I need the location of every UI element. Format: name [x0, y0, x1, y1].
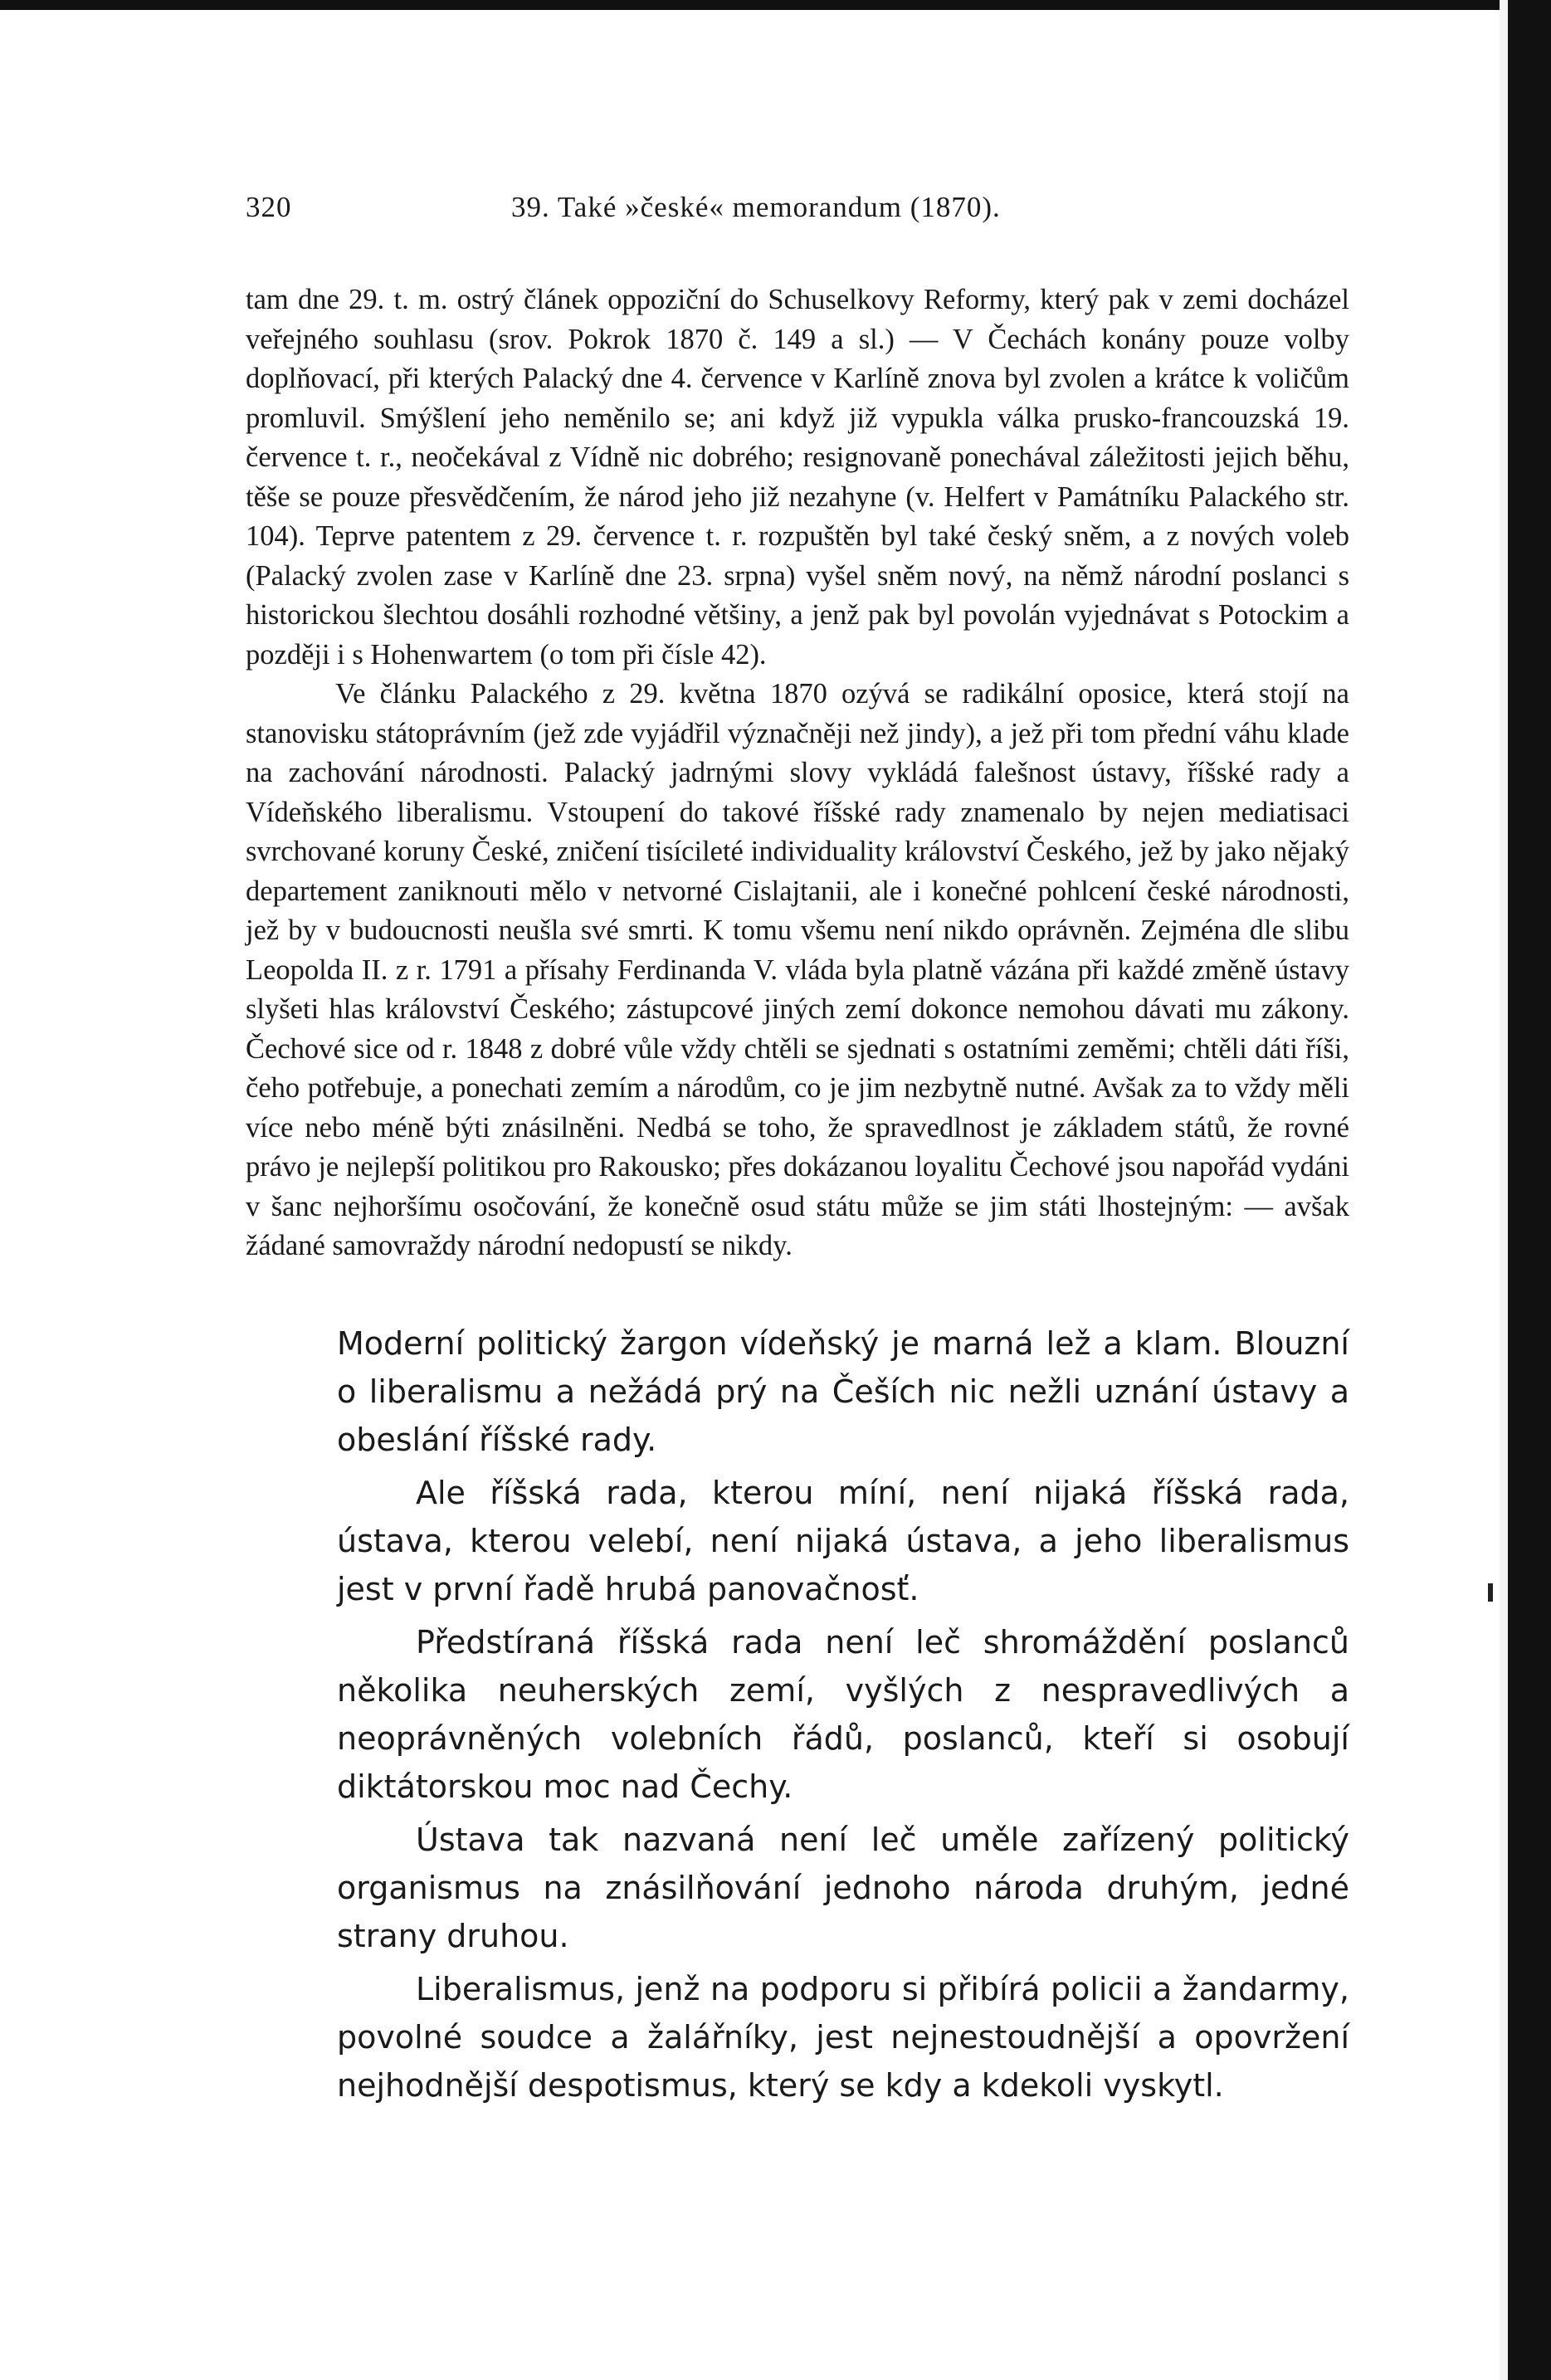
page: [246, 191, 1349, 2114]
scan-border-top: [0, 0, 1551, 10]
paragraph: tam dne 29. t. m. ostrý článek oppoziční do Schuselkovy Reformy, který pak v zemi docházel veřejného souhlasu (srov. Pokrok 1870 č. 149 a sl.) — V Čechách konány pouze volby doplňovací, při kterých Palacký dne 4. července v Karlíně znova byl zvolen a krátce k voličům promluvil. Smýšlení jeho neměnilo se; ani když již vypukla válka prusko-francouzská 19. července t. r., neočekával z Vídně nic dobrého; resignovaně ponechával záležitosti jejich běhu, těše se pouze přesvědčením, že národ jeho již nezahyne (v. Helfert v Památníku Palackého str. 104). Teprve patentem z 29. července t. r. rozpuštěn byl také český sněm, a z nových voleb (Palacký zvolen zase v Karlíně dne 23. srpna) vyšel sněm nový, na němž národní poslanci s historickou šlechtou dosáhli rozhodné většiny, a jenž pak byl povolán vyjednávat s Potockim a později i s Hohenwartem (o tom při čísle 42).: [246, 284, 1349, 671]
commentary-text: [246, 280, 1349, 1266]
excerpt-paragraph: Moderní politický žargon vídeňský je marná lež a klam. Blouzní o liberalismu a nežádá prý na Češích nic nežli uznání ústavy a obeslání říšské rady.: [337, 1324, 1349, 1458]
excerpt-paragraph-text: Ústava tak nazvaná není leč uměle zařízený politický organismus na znásilňování jednoho národa druhým, jedné strany druhou.: [337, 1821, 1349, 1954]
excerpt-paragraph: [337, 1965, 1349, 2109]
excerpt-paragraph-text: Předstíraná říšská rada není leč shromáždění poslanců několika neuherských zemí, vyšlých z nespravedlivých a neoprávněných volebních řádů, poslanců, kteří si osobují diktátorskou moc nad Čechy.: [337, 1623, 1349, 1805]
excerpt-paragraph: [337, 1816, 1349, 1960]
excerpt-paragraph: [337, 1469, 1349, 1613]
page-number: 320: [246, 191, 292, 223]
paragraph: Ve článku Palackého z 29. května 1870 ozývá se radikální oposice, která stojí na stanovisku státoprávním (jež zde vyjádřil význačněji než jindy), a jež při tom přední váhu klade na zachování národnosti. Palacký jadrnými slovy vykládá falešnost ústavy, říšské rady a Vídeňského liberalismu. Vstoupení do takové říšské rady znamenalo by nejen mediatisaci svrchované koruny České, zničení tisícileté individuality království Českého, jež by jako nějaký departement zaniknouti mělo v netvorné Cislajtanii, ale i konečné pohlcení české národnosti, jež by v budoucnosti neušla své smrti. K tomu všemu není nikdo oprávněn. Zejména dle slibu Leopolda II. z r. 1791 a přísahy Ferdinanda V. vláda byla platně vázána při každé změně ústavy slyšeti hlas království Českého; zástupcové jiných zemí dokonce nemohou dávati mu zákony. Čechové sice od r. 1848 z dobré vůle vždy chtěli se sjednati s ostatními zeměmi; chtěli dáti říši, čeho potřebuje, a ponechati zemím a národům, co je jim nezbytně nutné. Avšak za to vždy měli více nebo méně býti znásilněni. Nedbá se toho, že spravedlnost je základem států, že rovné právo je nejlepší politikou pro Rakousko; přes dokázanou loyalitu Čechové jsou napořád vydáni v šanc nejhoršímu osočování, že konečně osud státu může se jim státi lhostejným: — avšak žádané samovraždy národní nedopustí se nikdy.: [246, 678, 1349, 1261]
excerpt-paragraph-text: Ale říšská rada, kterou míní, není nijaká říšská rada, ústava, kterou velebí, není nijaká ústava, a jeho liberalismus jest v první řadě hrubá panovačnosť.: [337, 1474, 1349, 1607]
scan-border-right: [1508, 0, 1551, 2380]
scan-edge-mark: [1488, 1583, 1493, 1602]
running-header: [246, 191, 1349, 241]
chapter-title: 39. Také »české« memorandum (1870).: [511, 191, 1001, 223]
scan-border-gap: [1500, 0, 1508, 2380]
excerpt-paragraph-text: Liberalismus, jenž na podporu si přibírá policii a žandarmy, povolné soudce a žalářníky, jest nejnestoudnější a opovržení nejhodnější despotismus, který se kdy a kdekoli vyskytl.: [337, 1970, 1349, 2104]
memorandum-excerpt: [337, 1319, 1349, 2109]
excerpt-paragraph: [337, 1618, 1349, 1811]
